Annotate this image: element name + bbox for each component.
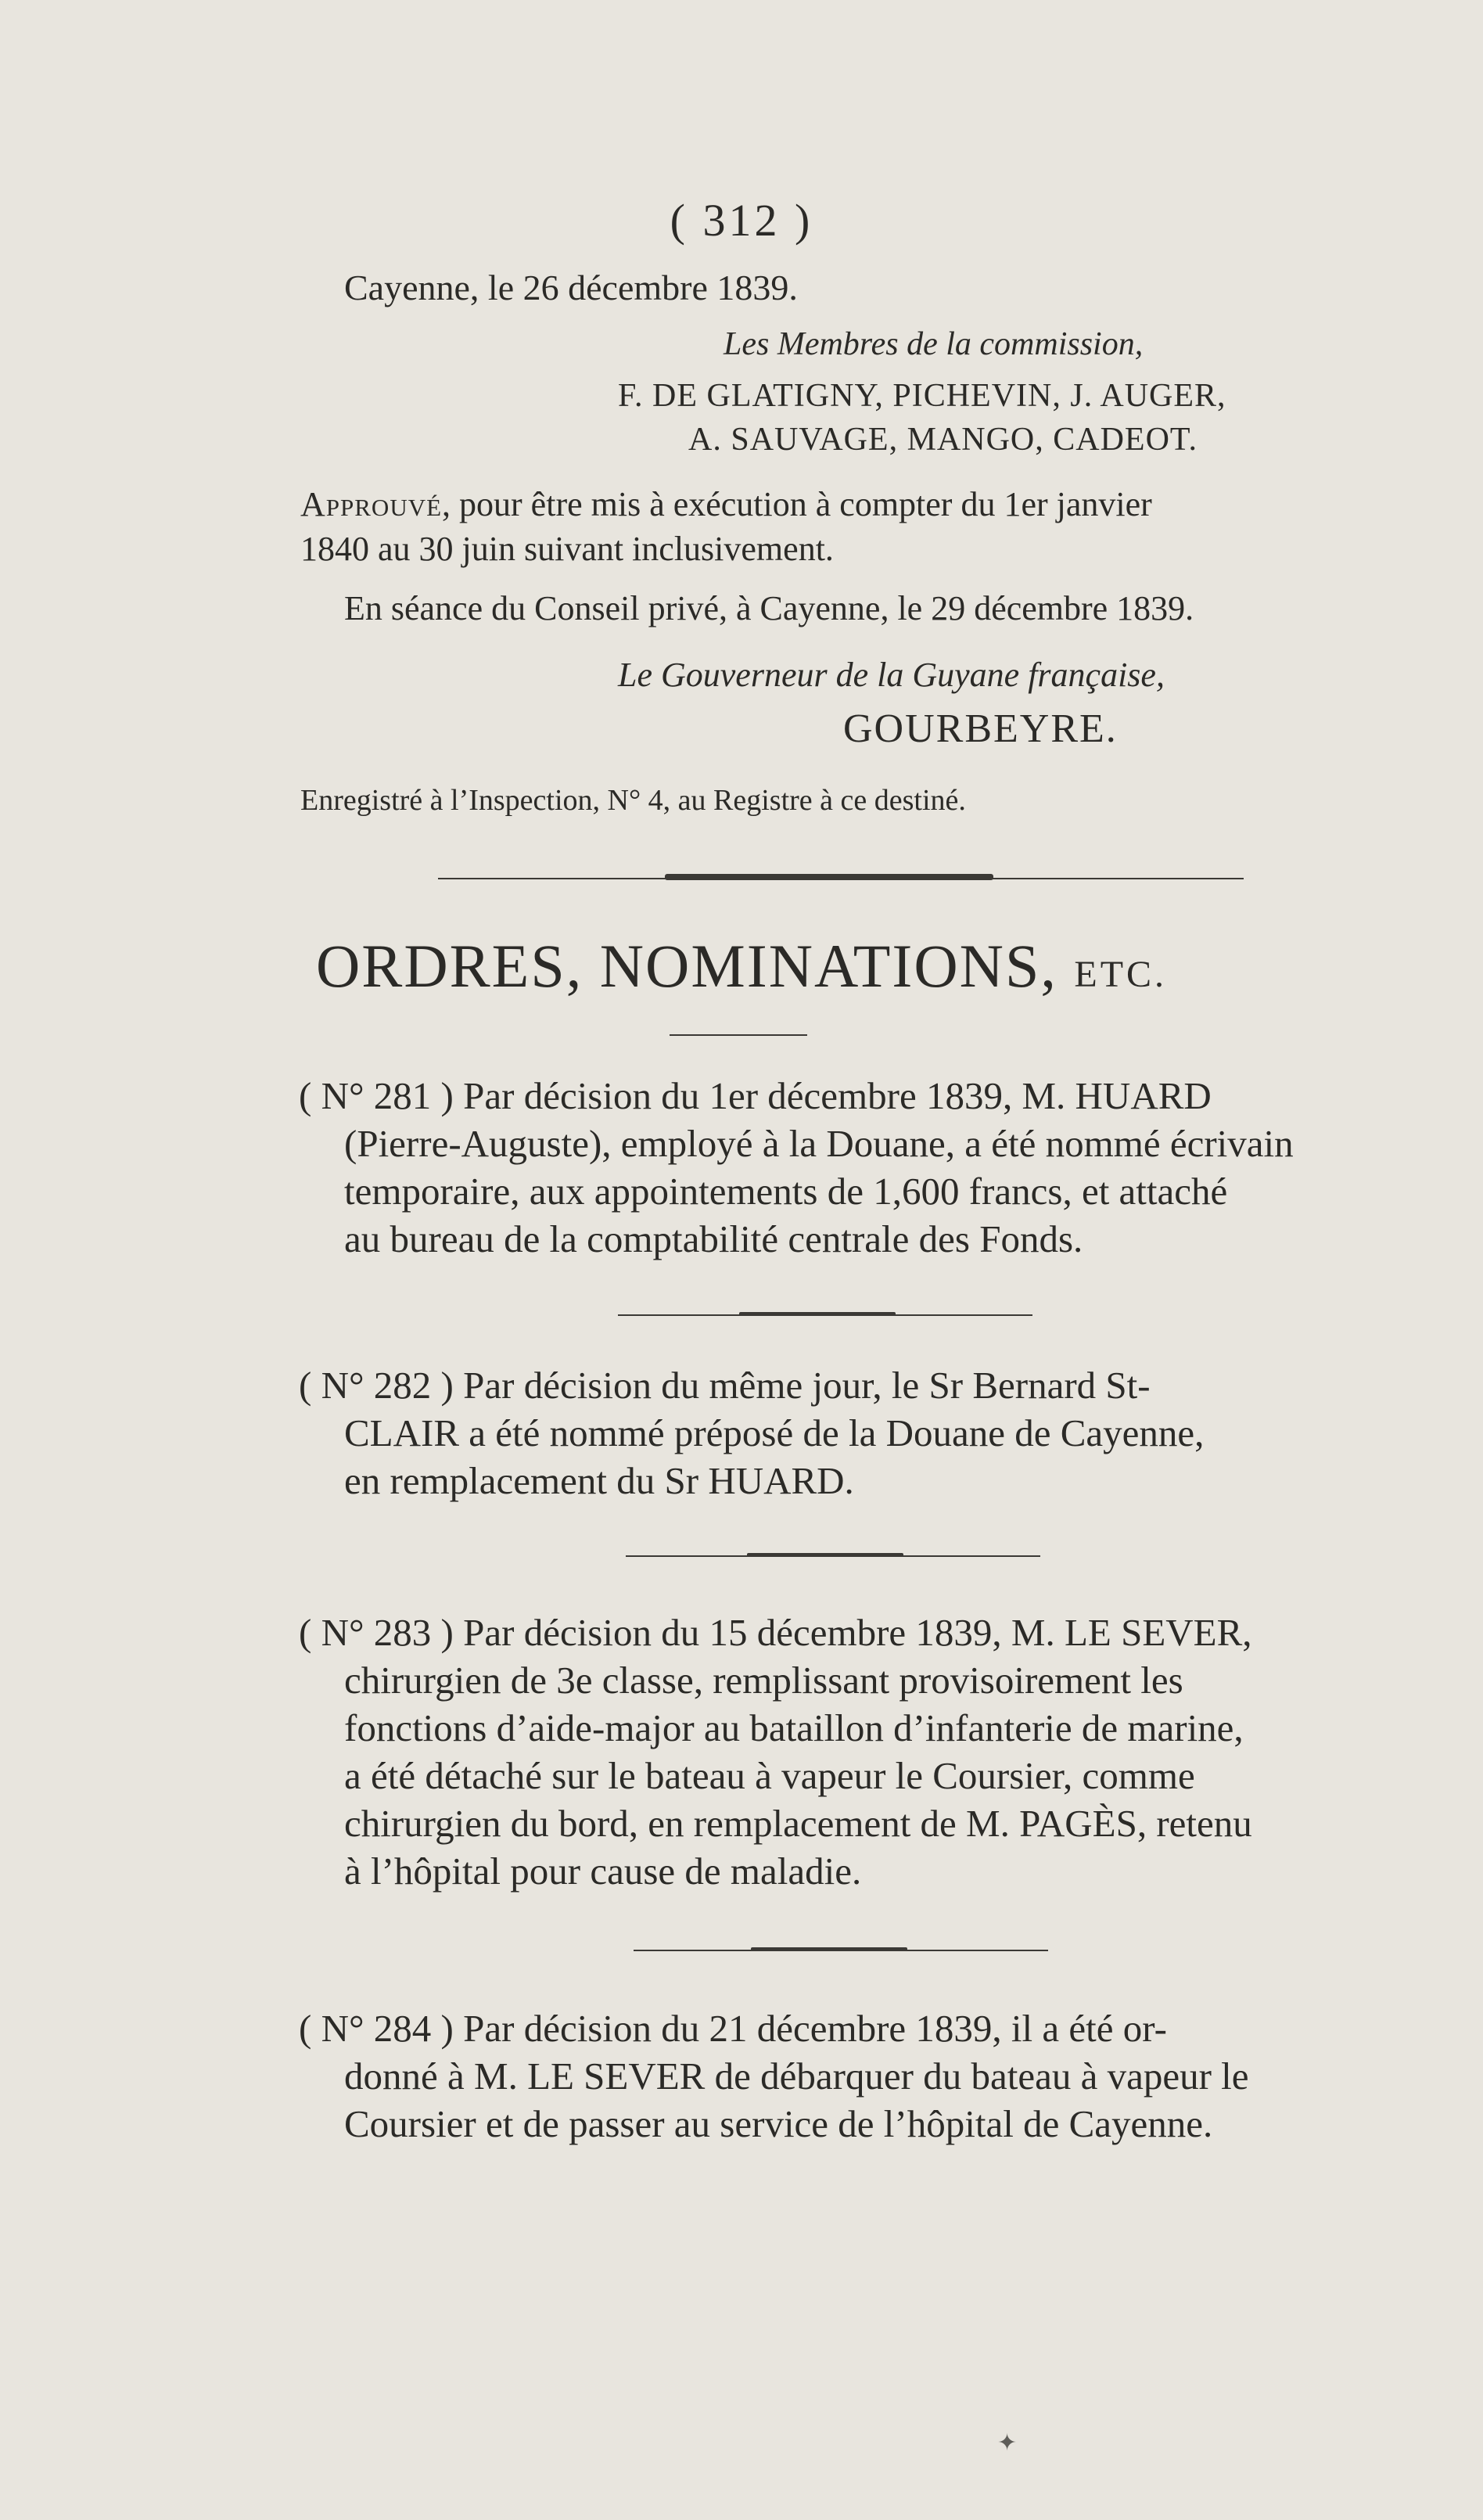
- place-date-line: Cayenne, le 26 décembre 1839.: [344, 268, 798, 307]
- commission-members-line-1: F. DE GLATIGNY, PICHEVIN, J. AUGER,: [618, 378, 1226, 414]
- commission-members-line-2: A. SAUVAGE, MANGO, CADEOT.: [688, 422, 1198, 458]
- order-281: [299, 1072, 1388, 1263]
- order-text-line: Par décision du 21 décembre 1839, il a été or-: [463, 2007, 1167, 2050]
- divider-rule-center: [747, 1553, 903, 1557]
- approved-text: , pour être mis à exécution à compter du 1er janvier: [442, 485, 1152, 523]
- section-title: [0, 931, 1483, 1001]
- order-text-line: CLAIR a été nommé préposé de la Douane de Cayenne,: [344, 1411, 1205, 1454]
- order-284-line-1: [299, 2004, 1388, 2052]
- order-282: [299, 1361, 1388, 1504]
- divider-rule-center: [751, 1947, 907, 1951]
- order-text-line: Coursier et de passer au service de l’hôpital de Cayenne.: [344, 2102, 1213, 2145]
- order-text-line: Par décision du même jour, le Sr Bernard St-: [463, 1364, 1151, 1407]
- ornament-divider-center: [665, 874, 993, 880]
- order-text-line: Par décision du 15 décembre 1839, M. LE SEVER,: [463, 1611, 1252, 1654]
- commission-title: Les Membres de la commission,: [724, 326, 1144, 362]
- approval-line-2: 1840 au 30 juin suivant inclusivement.: [300, 530, 834, 568]
- order-284: [299, 2004, 1388, 2148]
- order-text-line: en remplacement du Sr HUARD.: [344, 1459, 854, 1502]
- seance-line: En séance du Conseil privé, à Cayenne, le 29 décembre 1839.: [344, 589, 1194, 627]
- order-text-line: chirurgien du bord, en remplacement de M. PAGÈS, retenu: [344, 1802, 1252, 1845]
- governor-title: Le Gouverneur de la Guyane française,: [618, 656, 1165, 694]
- approval-line-1: [300, 481, 1380, 528]
- order-number: ( N° 283 ): [299, 1611, 454, 1654]
- order-281-line-1: [299, 1072, 1388, 1120]
- order-text-line: à l’hôpital pour cause de maladie.: [344, 1850, 862, 1893]
- order-text-line: temporaire, aux appointements de 1,600 francs, et attaché: [344, 1170, 1228, 1213]
- section-underline: [670, 1034, 807, 1036]
- order-283: [299, 1609, 1388, 1895]
- order-number: ( N° 281 ): [299, 1074, 454, 1117]
- order-number: ( N° 284 ): [299, 2007, 454, 2050]
- order-283-line-1: [299, 1609, 1388, 1656]
- order-text-line: fonctions d’aide-major au bataillon d’infanterie de marine,: [344, 1706, 1244, 1749]
- registration-line: Enregistré à l’Inspection, N° 4, au Registre à ce destiné.: [300, 784, 966, 817]
- order-text-line: a été détaché sur le bateau à vapeur le Coursier, comme: [344, 1754, 1195, 1797]
- section-title-etc: ETC.: [1074, 954, 1168, 995]
- order-text-line: donné à M. LE SEVER de débarquer du bateau à vapeur le: [344, 2054, 1249, 2098]
- order-282-line-1: [299, 1361, 1388, 1409]
- section-title-main: ORDRES, NOMINATIONS,: [315, 932, 1057, 1000]
- order-text-line: Par décision du 1er décembre 1839, M. HUARD: [463, 1074, 1212, 1117]
- approved-label: Approuvé: [300, 485, 443, 523]
- order-text-line: au bureau de la comptabilité centrale des Fonds.: [344, 1217, 1083, 1260]
- ink-mark-icon: ✦: [997, 2430, 1018, 2456]
- order-text-line: (Pierre-Auguste), employé à la Douane, a été nommé écrivain: [344, 1122, 1294, 1165]
- order-text-line: chirurgien de 3e classe, remplissant provisoirement les: [344, 1659, 1183, 1702]
- page-number: ( 312 ): [670, 195, 813, 246]
- divider-rule-center: [739, 1312, 896, 1316]
- governor-name: GOURBEYRE.: [843, 706, 1118, 751]
- order-number: ( N° 282 ): [299, 1364, 454, 1407]
